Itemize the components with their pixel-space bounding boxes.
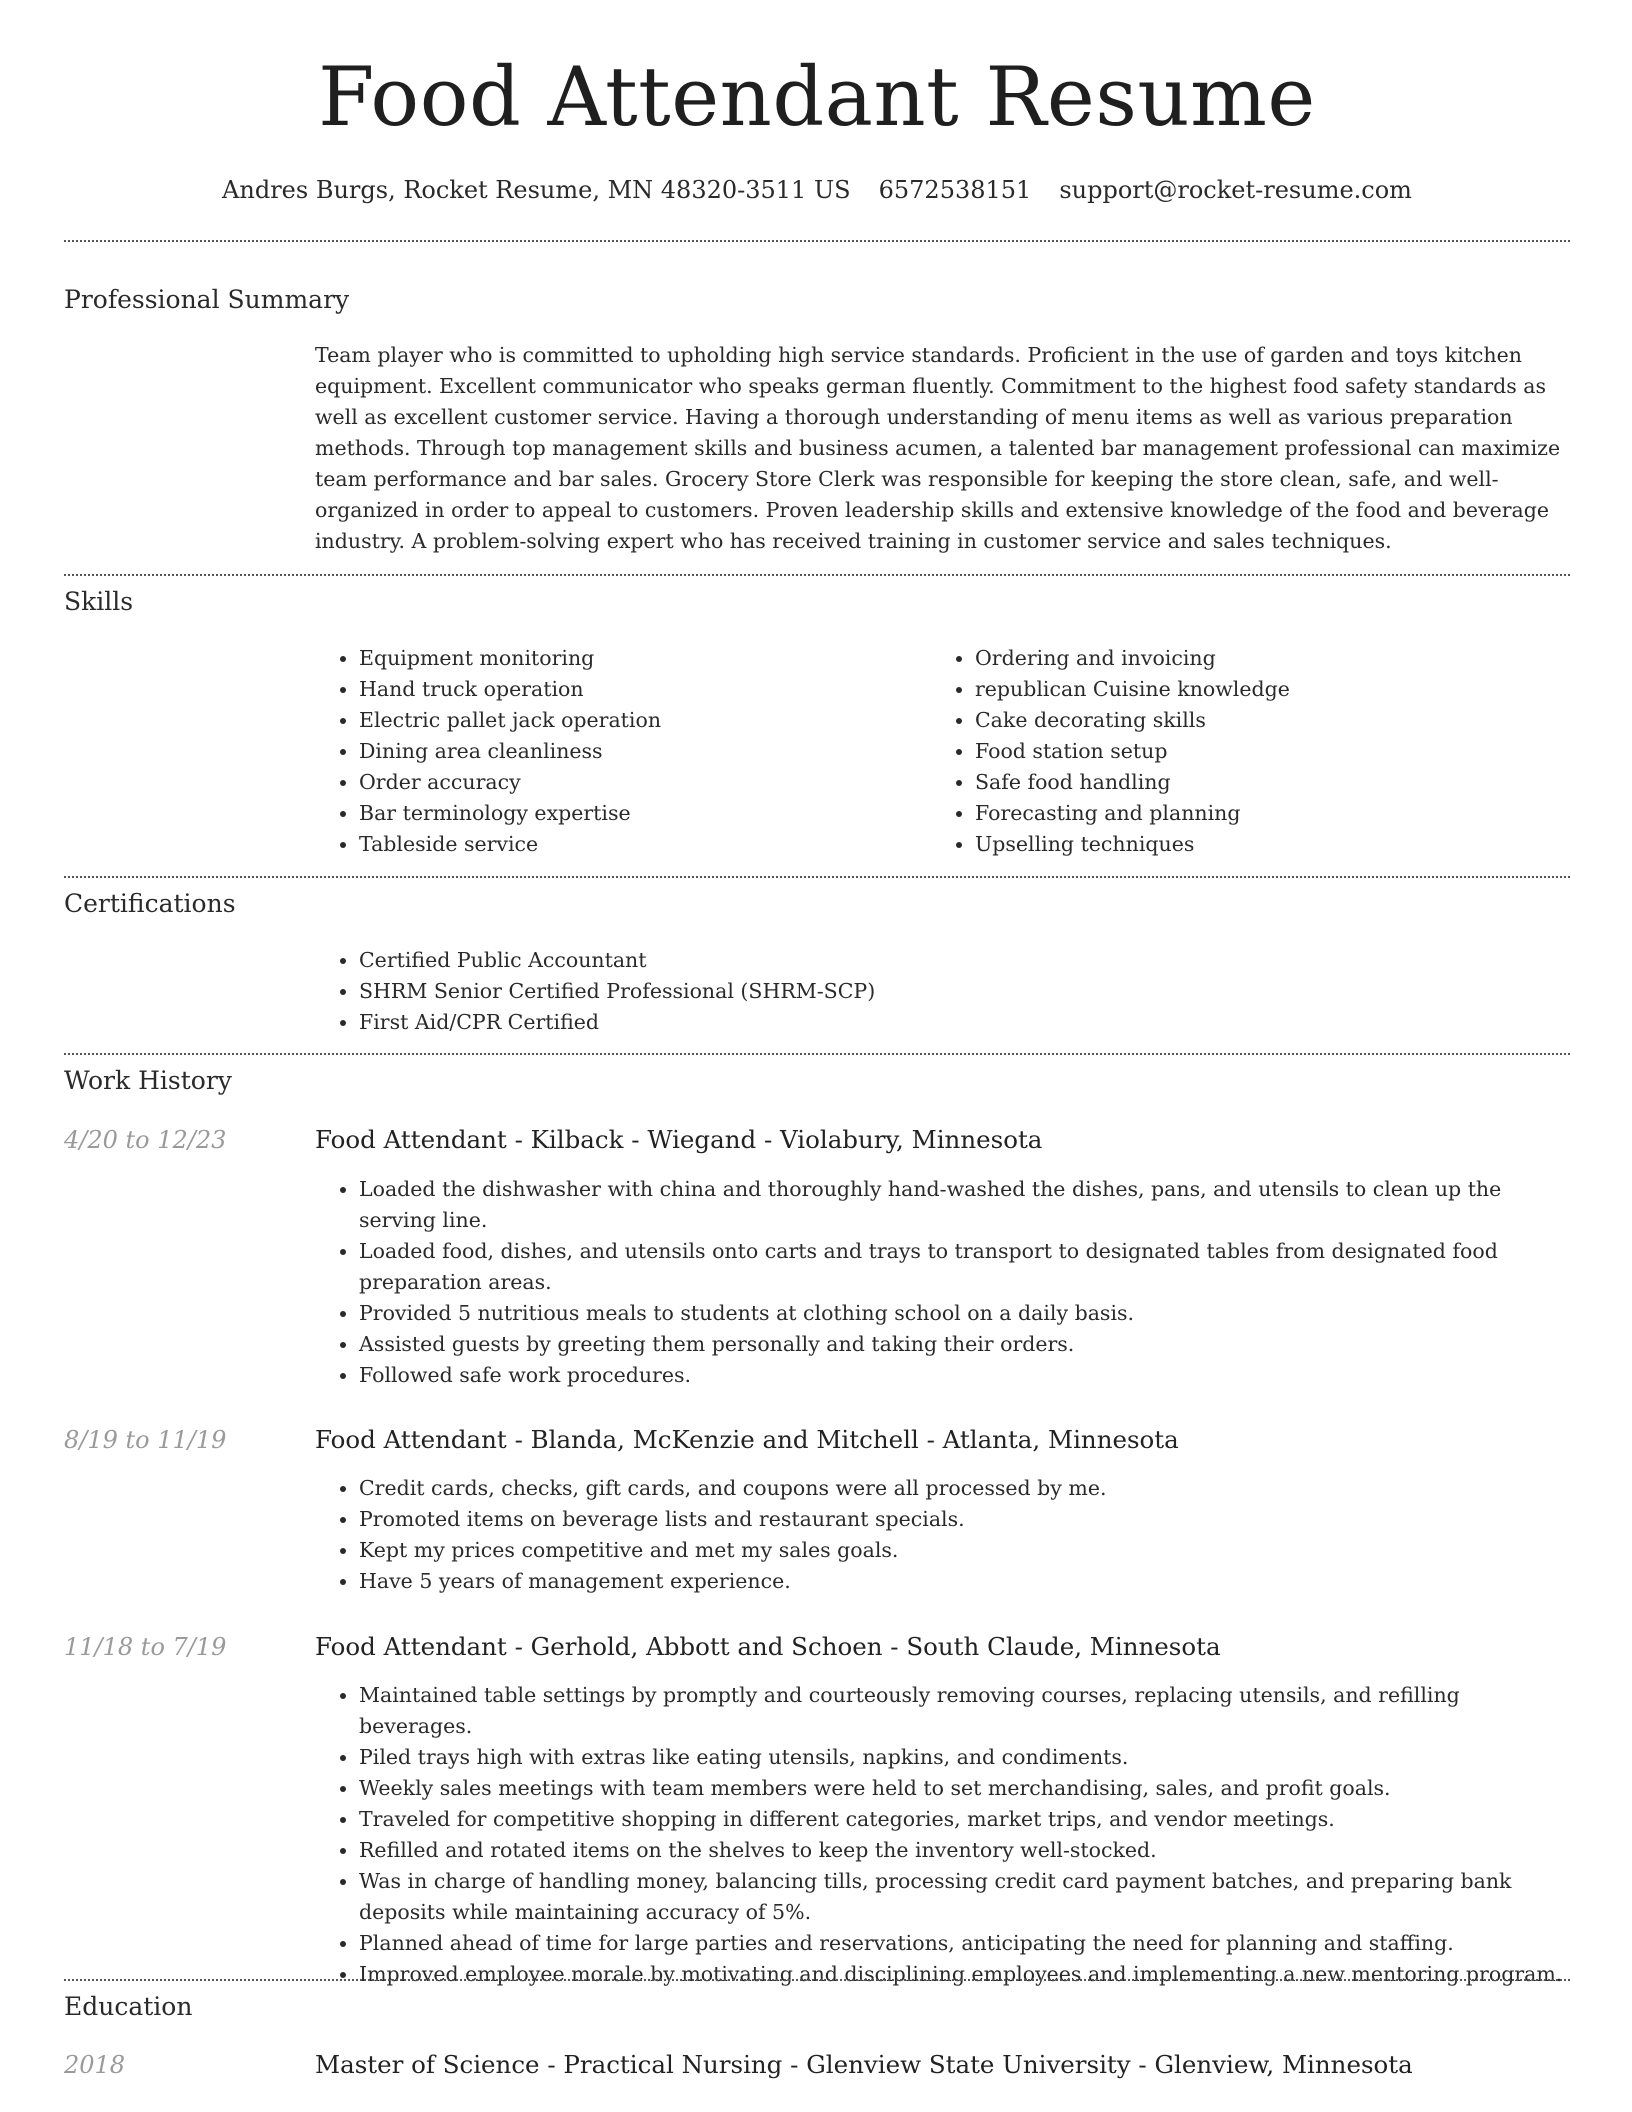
job-bullets bbox=[315, 1174, 1570, 1391]
skills-section bbox=[315, 643, 1570, 860]
job-dates: 8/19 to 11/19 bbox=[64, 1426, 227, 1454]
skills-list-right bbox=[931, 643, 1547, 860]
job-bullets bbox=[315, 1473, 1570, 1597]
summary-heading: Professional Summary bbox=[64, 285, 350, 314]
job-bullet: • Promoted items on beverage lists and restaurant specials. bbox=[359, 1504, 1570, 1535]
job-dates: 11/18 to 7/19 bbox=[64, 1633, 227, 1661]
skill-item: • Forecasting and planning bbox=[975, 798, 1547, 829]
job-title: Food Attendant - Blanda, McKenzie and Mitchell - Atlanta, Minnesota bbox=[315, 1425, 1179, 1454]
job-bullet: • Loaded the dishwasher with china and thoroughly hand-washed the dishes, pans, and utensils to clean up the serving line. bbox=[359, 1174, 1570, 1236]
certifications-list bbox=[315, 945, 1570, 1038]
section-divider bbox=[64, 1053, 1570, 1055]
section-divider bbox=[64, 574, 1570, 576]
skill-item: • Hand truck operation bbox=[359, 674, 931, 705]
education-heading: Education bbox=[64, 1992, 193, 2021]
section-divider bbox=[64, 876, 1570, 878]
skill-item: • Equipment monitoring bbox=[359, 643, 931, 674]
resume-title: Food Attendant Resume bbox=[318, 51, 1316, 145]
skill-item: • Cake decorating skills bbox=[975, 705, 1547, 736]
job-bullet: • Maintained table settings by promptly and courteously removing courses, replacing utensils, and refilling beverages. bbox=[359, 1680, 1570, 1742]
job-bullet: • Assisted guests by greeting them personally and taking their orders. bbox=[359, 1329, 1570, 1360]
job-bullet: • Refilled and rotated items on the shelves to keep the inventory well-stocked. bbox=[359, 1835, 1570, 1866]
section-divider bbox=[64, 1979, 1570, 1981]
job-bullet: • Have 5 years of management experience. bbox=[359, 1566, 1570, 1597]
job-bullet: • Loaded food, dishes, and utensils onto carts and trays to transport to designated tables from designated food preparation areas. bbox=[359, 1236, 1570, 1298]
skill-item: • Food station setup bbox=[975, 736, 1547, 767]
skill-item: • Electric pallet jack operation bbox=[359, 705, 931, 736]
skill-item: • republican Cuisine knowledge bbox=[975, 674, 1547, 705]
skill-item: • Tableside service bbox=[359, 829, 931, 860]
job-details bbox=[315, 1174, 1570, 1391]
certification-item: • SHRM Senior Certified Professional (SHRM-SCP) bbox=[359, 976, 1570, 1007]
job-dates: 4/20 to 12/23 bbox=[64, 1126, 227, 1154]
skill-item: • Bar terminology expertise bbox=[359, 798, 931, 829]
job-details bbox=[315, 1680, 1570, 1990]
job-bullet: • Traveled for competitive shopping in different categories, market trips, and vendor meetings. bbox=[359, 1804, 1570, 1835]
job-title: Food Attendant - Kilback - Wiegand - Violabury, Minnesota bbox=[315, 1125, 1043, 1154]
skill-item: • Upselling techniques bbox=[975, 829, 1547, 860]
certification-item: • First Aid/CPR Certified bbox=[359, 1007, 1570, 1038]
job-bullet: • Weekly sales meetings with team members were held to set merchandising, sales, and profit goals. bbox=[359, 1773, 1570, 1804]
resume-page bbox=[64, 0, 1570, 2079]
skill-item: • Ordering and invoicing bbox=[975, 643, 1547, 674]
contact-line bbox=[64, 174, 1570, 206]
job-bullets bbox=[315, 1680, 1570, 1990]
contact-email[interactable]: support@rocket-resume.com bbox=[1059, 176, 1412, 204]
job-bullet: • Provided 5 nutritious meals to students at clothing school on a daily basis. bbox=[359, 1298, 1570, 1329]
contact-address: Andres Burgs, Rocket Resume, MN 48320-3511 US bbox=[222, 176, 851, 204]
job-bullet: • Planned ahead of time for large parties and reservations, anticipating the need for planning and staffing. bbox=[359, 1928, 1570, 1959]
job-details bbox=[315, 1473, 1570, 1597]
certifications-section bbox=[315, 945, 1570, 1038]
header-divider bbox=[64, 240, 1570, 242]
job-bullet: • Piled trays high with extras like eating utensils, napkins, and condiments. bbox=[359, 1742, 1570, 1773]
skills-heading: Skills bbox=[64, 587, 134, 616]
job-bullet: • Improved employee morale by motivating and disciplining employees and implementing a new mentoring program. bbox=[359, 1959, 1570, 1990]
summary-text: Team player who is committed to upholding high service standards. Proficient in the use of garden and toys kitchen equipment. Excellent communicator who speaks german fluently. Commitment to the highest food safety standards as well as excellent customer service. Having a thorough understanding of menu items as well as various preparation methods. Through top management skills and business acumen, a talented bar management professional can maximize team performance and bar sales. Grocery Store Clerk was responsible for keeping the store clean, safe, and well-organized in order to appeal to customers. Proven leadership skills and extensive knowledge of the food and beverage industry. A problem-solving expert who has received training in customer service and sales techniques. bbox=[315, 343, 1561, 553]
education-year: 2018 bbox=[64, 2051, 126, 2079]
certifications-heading: Certifications bbox=[64, 889, 236, 918]
skill-item: • Order accuracy bbox=[359, 767, 931, 798]
education-degree: Master of Science - Practical Nursing - Glenview State University - Glenview, Minnesota bbox=[315, 2050, 1413, 2079]
skills-list-left bbox=[315, 643, 931, 860]
summary-section bbox=[315, 340, 1570, 557]
skill-item: • Safe food handling bbox=[975, 767, 1547, 798]
certification-item: • Certified Public Accountant bbox=[359, 945, 1570, 976]
job-title: Food Attendant - Gerhold, Abbott and Schoen - South Claude, Minnesota bbox=[315, 1632, 1221, 1661]
work-history-heading: Work History bbox=[64, 1066, 232, 1095]
job-bullet: • Was in charge of handling money, balancing tills, processing credit card payment batches, and preparing bank deposits while maintaining accuracy of 5%. bbox=[359, 1866, 1570, 1928]
contact-phone[interactable]: 6572538151 bbox=[878, 176, 1032, 204]
job-bullet: • Credit cards, checks, gift cards, and coupons were all processed by me. bbox=[359, 1473, 1570, 1504]
job-bullet: • Followed safe work procedures. bbox=[359, 1360, 1570, 1391]
skill-item: • Dining area cleanliness bbox=[359, 736, 931, 767]
job-bullet: • Kept my prices competitive and met my sales goals. bbox=[359, 1535, 1570, 1566]
